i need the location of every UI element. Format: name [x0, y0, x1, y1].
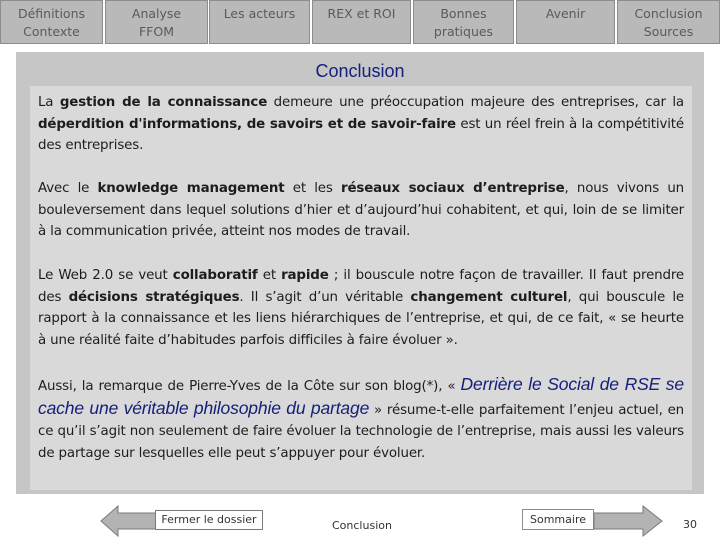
paragraph-text: La [38, 95, 60, 110]
tab-label-line1: Les acteurs [223, 6, 296, 21]
tab-label-line1: Conclusion [634, 6, 703, 21]
paragraph-text: et les [284, 181, 341, 196]
emphasis-text: gestion de la connaissance [59, 95, 268, 110]
tab-definitions-contexte[interactable] [0, 0, 103, 44]
tab-label-line2: FFOM [138, 24, 174, 39]
tab-label-line1: REX et ROI [327, 6, 396, 21]
paragraph-1 [38, 92, 684, 157]
paragraph-text: » résume-t-elle parfaitement l’enjeu actuel, en ce qu’il s’agit non seulement de faire évoluer la technologie de l’entreprise, mais aussi les valeurs de partage sur lesquelles elle peut s’appuyer pour évoluer. [38, 402, 684, 461]
emphasis-text: déperdition d'informations, de savoirs et de savoir-faire [38, 116, 456, 132]
section-title: Conclusion [315, 61, 405, 81]
paragraph-text: , qui bouscule le rapport à la connaissance et les liens hiérarchiques de l’entreprise, et qui, de ce fait, « se heurte à une réalité faite d’habitudes parfois difficiles à faire évoluer ». [38, 289, 684, 348]
tab-les-acteurs[interactable] [209, 0, 310, 44]
tab-label-line1: Analyse [131, 6, 182, 21]
paragraph-text: demeure une préoccupation majeure des entreprises, car la [267, 95, 684, 110]
tab-rex-roi[interactable] [312, 0, 411, 44]
close-folder-button[interactable]: Fermer le dossier [155, 510, 263, 530]
tab-label-line1: Avenir [545, 6, 586, 21]
paragraph-text: , nous vivons un bouleversement dans lequel solutions d’hier et d’aujourd’hui cohabitent, et qui, loin de se limiter à la communication privée, atteint nos modes de travail. [38, 181, 684, 239]
page-number: 30 [683, 518, 697, 531]
top-nav-tabs [0, 0, 720, 46]
paragraph-text: . Il s’agit d’un véritable [239, 289, 411, 305]
current-section-label: Conclusion [332, 519, 392, 532]
paragraph-text: Aussi, la remarque de Pierre-Yves de la Côte sur son blog(*), « [38, 379, 461, 394]
emphasis-text: knowledge management [97, 181, 285, 196]
emphasis-text: collaboratif [172, 268, 258, 283]
emphasis-text: changement culturel [410, 289, 568, 305]
tab-avenir[interactable] [516, 0, 615, 44]
tab-bonnes-pratiques[interactable] [413, 0, 514, 44]
paragraph-text: et [257, 268, 282, 283]
tab-analyse-ffom[interactable] [105, 0, 208, 44]
tab-label-line2: pratiques [433, 24, 494, 39]
right-arrow-icon[interactable] [593, 505, 663, 537]
quote-text: Derrière le Social de RSE se cache une véritable philosophie du partage [38, 374, 684, 418]
paragraph-4 [38, 374, 684, 464]
tab-label-line1: Bonnes [440, 6, 487, 21]
emphasis-text: réseaux sociaux d’entreprise [341, 181, 565, 196]
tab-label-line2: Contexte [23, 24, 80, 39]
emphasis-text: décisions stratégiques [68, 289, 240, 305]
summary-button[interactable]: Sommaire [522, 509, 594, 530]
emphasis-text: rapide [281, 268, 329, 283]
tab-label-line2: Sources [643, 24, 694, 39]
paragraph-3 [38, 265, 684, 351]
tab-label-line1: Définitions [17, 6, 86, 21]
paragraph-text: est un réel frein à la compétitivité des entreprises. [38, 116, 684, 153]
paragraph-text: ; il bouscule notre façon de travailler. Il faut prendre des [38, 268, 684, 305]
paragraph-2 [38, 178, 684, 243]
paragraph-text: Le Web 2.0 se veut [38, 268, 173, 283]
paragraph-text: Avec le [38, 181, 98, 196]
tab-conclusion-sources[interactable] [617, 0, 720, 44]
